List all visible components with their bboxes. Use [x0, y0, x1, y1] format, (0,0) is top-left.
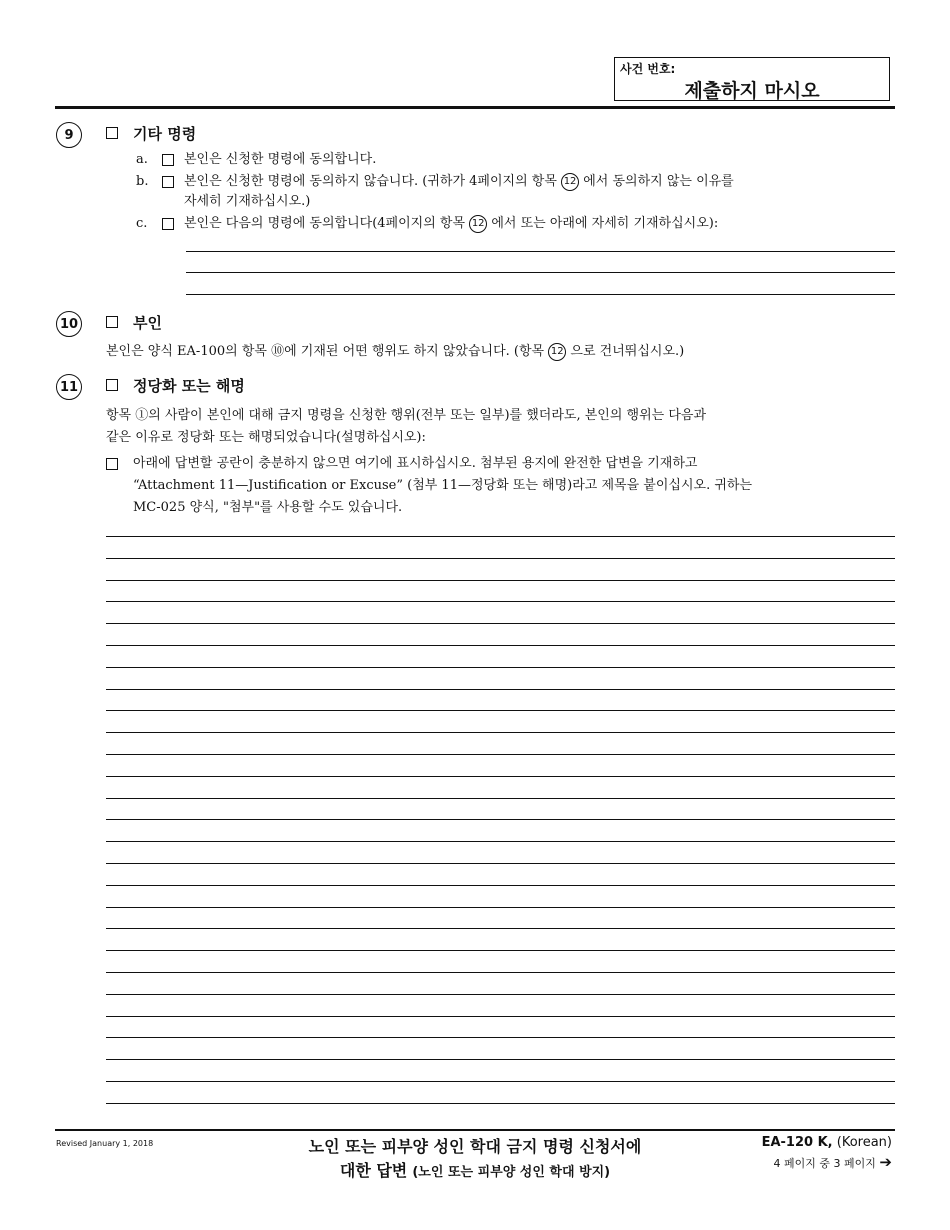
item-9a-letter: a.	[136, 152, 148, 167]
item-9c-answer-line[interactable]	[186, 294, 895, 295]
item-9c-text: 본인은 다음의 명령에 동의합니다(4페이지의 항목 12 에서 또는 아래에 자세히 기재하십시오):	[184, 216, 719, 231]
item-11-text-cont: 같은 이유로 정당화 또는 해명되었습니다(설명하십시오):	[106, 430, 426, 445]
item-11-answer-line[interactable]	[106, 1081, 895, 1082]
form-title-cont	[260, 1158, 690, 1181]
item-9c-letter: c.	[136, 216, 148, 231]
item-11-answer-line[interactable]	[106, 732, 895, 733]
item-9b-checkbox[interactable]	[162, 176, 174, 188]
item-11-answer-line[interactable]	[106, 819, 895, 820]
item-11-answer-line[interactable]	[106, 841, 895, 842]
item-11-answer-line[interactable]	[106, 863, 895, 864]
item-11-answer-line[interactable]	[106, 1037, 895, 1038]
item-11-answer-line[interactable]	[106, 689, 895, 690]
item-12-reference: 12	[469, 215, 487, 233]
item-11-answer-line[interactable]	[106, 1016, 895, 1017]
item-9b-text: 본인은 신청한 명령에 동의하지 않습니다. (귀하가 4페이지의 항목 12 에서 동의하지 않는 이유를	[184, 174, 734, 189]
case-number-value: 제출하지 마시오	[684, 80, 820, 102]
item-11-answer-line[interactable]	[106, 645, 895, 646]
item-11-answer-line[interactable]	[106, 798, 895, 799]
item-11-answer-line[interactable]	[106, 667, 895, 668]
item-11-answer-line[interactable]	[106, 1059, 895, 1060]
item-11-text: 항목 ①의 사람이 본인에 대해 금지 명령을 신청한 행위(전부 또는 일부)를 했더라도, 본인의 행위는 다음과	[106, 408, 707, 423]
item-9b-text-cont: 자세히 기재하십시오.)	[184, 194, 311, 209]
item-10-text: 본인은 양식 EA-100의 항목 ⑩에 기재된 어떤 행위도 하지 않았습니다. (항목 12 으로 건너뛰십시오.)	[106, 344, 685, 359]
case-number-box	[614, 57, 890, 101]
item-9-number: 9	[56, 122, 82, 148]
item-10-number: 10	[56, 311, 82, 337]
item-9-checkbox[interactable]	[106, 127, 118, 139]
item-11-answer-line[interactable]	[106, 754, 895, 755]
item-9b-letter: b.	[136, 174, 149, 189]
header-divider	[55, 106, 895, 109]
item-11-number: 11	[56, 374, 82, 400]
attachment-instructions-cont: “Attachment 11—Justification or Excuse” (첨부 11—정당화 또는 해명)라고 제목을 붙이십시오. 귀하는	[133, 478, 753, 493]
item-11-title: 정당화 또는 해명	[133, 377, 245, 395]
item-11-answer-line[interactable]	[106, 994, 895, 995]
item-9a-text: 본인은 신청한 명령에 동의합니다.	[184, 152, 377, 167]
item-11-answer-line[interactable]	[106, 907, 895, 908]
item-11-answer-line[interactable]	[106, 928, 895, 929]
item-10-checkbox[interactable]	[106, 316, 118, 328]
item-9a-checkbox[interactable]	[162, 154, 174, 166]
item-12-reference: 12	[561, 173, 579, 191]
revised-date: Revised January 1, 2018	[56, 1139, 154, 1148]
attachment-checkbox[interactable]	[106, 458, 118, 470]
footer-divider	[55, 1129, 895, 1131]
page-number: 4 페이지 중 3 페이지 ➔	[773, 1153, 892, 1171]
item-9-title: 기타 명령	[133, 125, 197, 143]
item-11-answer-line[interactable]	[106, 536, 895, 537]
item-11-answer-line[interactable]	[106, 1103, 895, 1104]
form-title: 노인 또는 피부양 성인 학대 금지 명령 신청서에	[308, 1137, 642, 1156]
next-page-arrow-icon: ➔	[879, 1153, 892, 1171]
form-title-main: 대한 답변	[339, 1161, 408, 1180]
item-11-answer-line[interactable]	[106, 972, 895, 973]
item-12-reference: 12	[548, 343, 566, 361]
item-11-answer-line[interactable]	[106, 950, 895, 951]
item-11-checkbox[interactable]	[106, 379, 118, 391]
item-11-answer-line[interactable]	[106, 558, 895, 559]
item-9c-answer-line[interactable]	[186, 251, 895, 252]
item-9c-checkbox[interactable]	[162, 218, 174, 230]
form-subtitle: (노인 또는 피부양 성인 학대 방지)	[412, 1165, 611, 1180]
form-id: EA-120 K, (Korean)	[761, 1135, 892, 1150]
item-11-answer-line[interactable]	[106, 710, 895, 711]
item-11-answer-line[interactable]	[106, 601, 895, 602]
item-11-answer-line[interactable]	[106, 580, 895, 581]
item-11-answer-line[interactable]	[106, 776, 895, 777]
attachment-instructions: 아래에 답변할 공란이 충분하지 않으면 여기에 표시하십시오. 첨부된 용지에 완전한 답변을 기재하고	[133, 456, 698, 471]
item-9c-answer-line[interactable]	[186, 272, 895, 273]
attachment-instructions-cont: MC-025 양식, "첨부"를 사용할 수도 있습니다.	[133, 500, 403, 515]
item-11-answer-line[interactable]	[106, 623, 895, 624]
item-11-answer-line[interactable]	[106, 885, 895, 886]
case-number-label: 사건 번호:	[620, 62, 676, 76]
item-10-title: 부인	[133, 314, 162, 332]
